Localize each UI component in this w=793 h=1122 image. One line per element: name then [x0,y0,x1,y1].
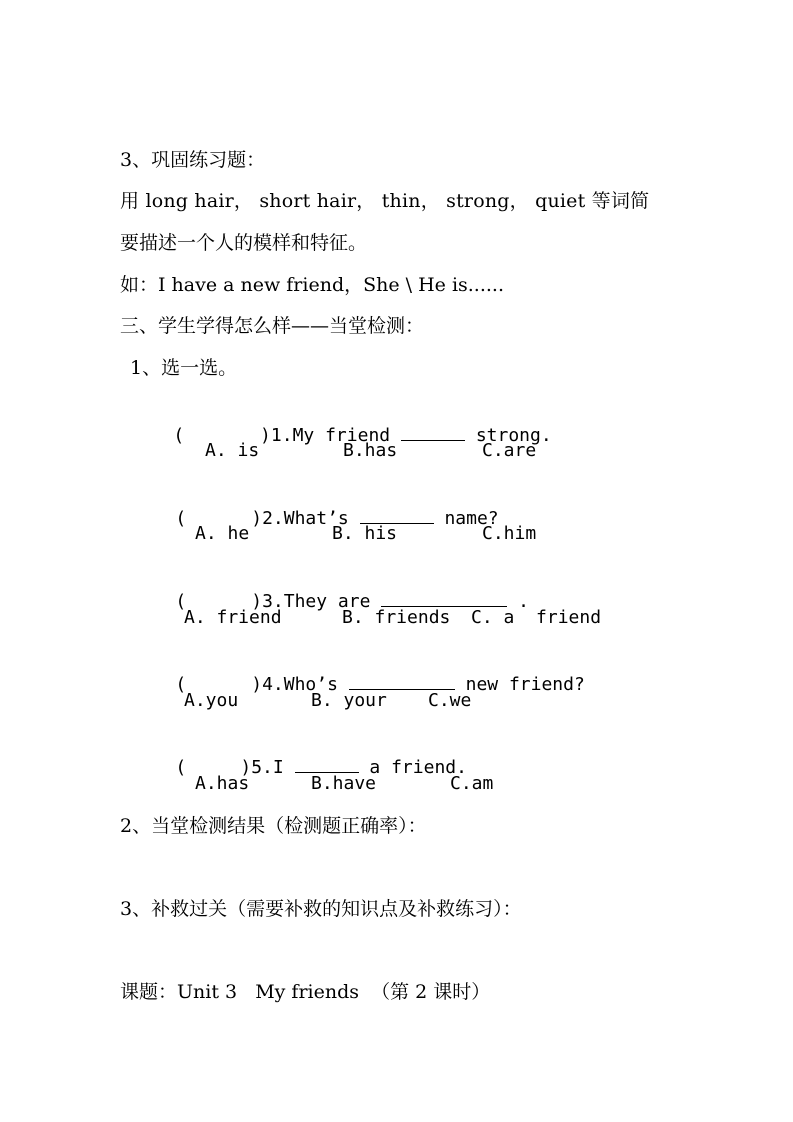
part3-heading: 三、学生学得怎么样——当堂检测： [120,315,425,337]
question-5 [132,730,467,804]
question-after: strong. [475,425,552,446]
sub2-heading: 2、当堂检测结果（检测题正确率）： [120,815,427,837]
instruction-line-1: 用 long hair， short hair， thin， strong， quiet 等词简 [120,190,650,212]
section3-heading: 3、巩固练习题： [120,149,266,171]
sub3-heading: 3、补救过关（需要补救的知识点及补救练习）： [120,898,522,920]
option-c: C.we [428,690,472,711]
option-b: B.have [311,773,377,794]
option-a: A. he [195,523,250,544]
instruction-line-2: 要描述一个人的模样和特征。 [120,232,368,254]
question-text: 4.Who’s [262,674,338,695]
sub1-heading: 1、选一选。 [130,357,238,379]
question-after: new friend? [465,674,585,695]
option-b: B. his [332,523,398,544]
answer-paren[interactable]: ( ) [175,591,263,612]
question-after: a friend. [369,757,467,778]
answer-blank[interactable] [349,671,455,690]
option-c: C.am [450,773,494,794]
answer-paren[interactable]: ( ) [173,425,271,446]
answer-blank[interactable] [401,422,465,441]
question-after: name? [444,508,499,529]
option-b: B.has [343,440,398,461]
answer-blank[interactable] [295,754,359,773]
answer-paren[interactable]: ( ) [175,757,252,778]
option-b: B. your [311,690,387,711]
question-text: 3.They are [262,591,371,612]
option-a: A. friend [184,607,282,628]
question-2 [132,481,499,555]
lesson-title: 课题：Unit 3 My friends （第 2 课时） [120,981,491,1003]
answer-blank[interactable] [381,588,507,607]
answer-paren[interactable]: ( ) [175,674,263,695]
example-line: 如：I have a new friend，She \ He is...... [120,274,505,296]
option-c: C.him [482,523,537,544]
option-a: A.has [195,773,250,794]
option-a: A. is [205,440,260,461]
question-text: 5.I [251,757,284,778]
answer-paren[interactable]: ( ) [175,508,263,529]
option-c: C. a friend [471,607,602,628]
option-c: C.are [482,440,537,461]
question-text: 2.What’s [262,508,349,529]
question-after: . [518,591,529,612]
question-text: 1.My friend [270,425,391,446]
option-a: A.you [184,690,239,711]
option-b: B. friends [342,607,451,628]
